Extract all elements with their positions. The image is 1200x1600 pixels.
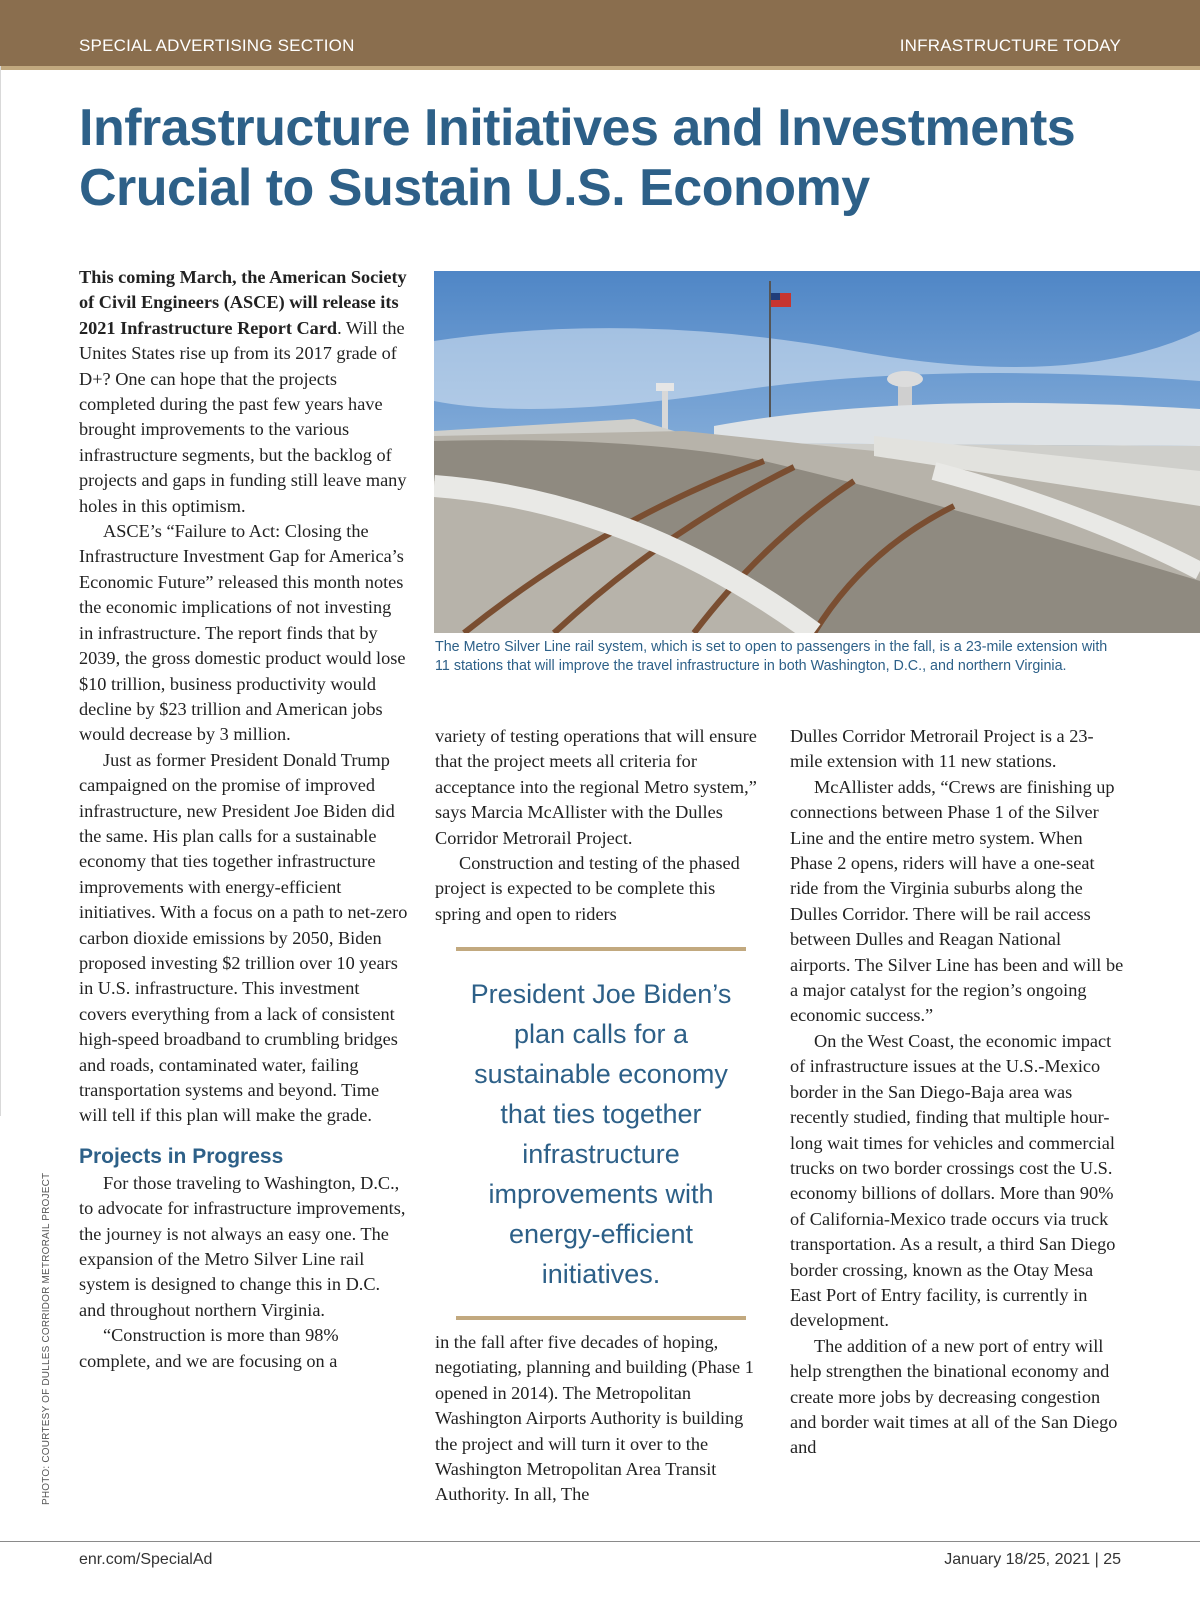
lead-rest: . Will the Unites States rise up from its 2017 grade of D+? One can hope that the projects completed during the past few years have brought improvements to the various infrastructure segments, but the backlog of projects and gaps in funding still leave many holes in this optimism. [79,317,407,516]
paragraph: The addition of a new port of entry will help strengthen the binational economy and create more jobs by decreasing congestion and border wait times at all of the San Diego and [790,1335,1118,1458]
metro-rail-photo [434,271,1200,633]
paragraph: McAllister adds, “Crews are finishing up connections between Phase 1 of the Silver Line and the entire metro system. When Phase 2 opens, riders will have a one-seat ride from the Virginia suburbs along the Dulles Corridor. There will be rail access between Dulles and Reagan National airports. The Silver Line has been and will be a major catalyst for the region’s ongoing economic success.” [790,776,1124,1026]
paragraph: ASCE’s “Failure to Act: Closing the Infrastructure Investment Gap for America’s Economic Future” released this month notes the economic implications of not investing in infrastructure. The report finds that by 2039, the gross domestic product would lose $10 trillion, business productivity would decline by $23 trillion and American jobs would decrease by 3 million. [79,521,406,745]
column-1 [79,265,409,1374]
lead-paragraph [79,265,409,519]
paragraph: Dulles Corridor Metrorail Project is a 23-mile extension with 11 new stations. [790,726,1094,772]
subheading: Projects in Progress [79,1144,284,1168]
header-bar [0,0,1200,70]
column-3 [790,724,1125,1461]
publication-section: INFRASTRUCTURE TODAY [899,36,1121,55]
paragraph: For those traveling to Washington, D.C., to advocate for infrastructure improvements, the journey is not always an easy one. The expansion of the Metro Silver Line rail system is designed to change this in D.C. and throughout northern Virginia. [79,1172,406,1320]
pull-quote [456,947,746,1320]
photo-credit: PHOTO: COURTESY OF DULLES CORRIDOR METRORAIL PROJECT [41,1172,52,1505]
rail-photo-illustration [434,271,1200,633]
footer-date-page: January 18/25, 2021 | 25 [944,1551,1121,1568]
photo-caption: The Metro Silver Line rail system, which is set to open to passengers in the fall, is a 23-mile extension with 11 stations that will improve the travel infrastructure in both Washington, D.C., and northern Virginia. [435,639,1108,674]
paragraph: Construction and testing of the phased project is expected to be complete this spring and open to riders [435,853,740,924]
column-2-top [435,724,765,927]
paragraph: Just as former President Donald Trump campaigned on the promise of improved infrastructure, new President Joe Biden did the same. His plan calls for a sustainable economy that ties together infrastructure improvements with energy-efficient initiatives. With a focus on a path to net-zero carbon dioxide emissions by 2050, Biden proposed investing $2 trillion over 10 years in U.S. infrastructure. This investment covers everything from a lack of consistent high-speed broadband to crumbling bridges and roads, contaminated water, failing transportation systems and beyond. Time will tell if this plan will make the grade. [79,749,408,1126]
paragraph: variety of testing operations that will ensure that the project meets all criteria for acceptance into the regional Metro system,” says Marcia McAllister with the Dulles Corridor Metrorail Project. [435,726,757,848]
pull-quote-text: President Joe Biden’s plan calls for a sustainable economy that ties together infrastructure improvements with energy-efficient initiatives. [470,978,732,1289]
lead-bold: This coming March, the American Society of Civil Engineers (ASCE) will release its 2021 Infrastructure Report Card [79,267,407,338]
page-edge-rule [0,66,1,1116]
article-title: Infrastructure Initiatives and Investments Crucial to Sustain U.S. Economy [79,99,1076,217]
footer-url: enr.com/SpecialAd [79,1551,213,1568]
paragraph: in the fall after five decades of hoping, negotiating, planning and building (Phase 1 opened in 2014). The Metropolitan Washington Airports Authority is building the project and will turn it over to the Washington Metropolitan Area Transit Authority. In all, The [435,1332,754,1505]
paragraph: “Construction is more than 98% complete, and we are focusing on a [79,1325,339,1371]
column-2-bottom [435,1330,765,1508]
paragraph: On the West Coast, the economic impact of infrastructure issues at the U.S.-Mexico border in the San Diego-Baja area was recently studied, finding that multiple hour-long wait times for vehicles and commercial trucks on two border crossings cost the U.S. economy billions of dollars. More than 90% of California-Mexico trade occurs via truck transportation. As a result, a third San Diego border crossing, known as the Otay Mesa East Port of Entry facility, is currently in development. [790,1030,1116,1331]
section-label: SPECIAL ADVERTISING SECTION [79,36,355,55]
footer-divider [0,1541,1200,1542]
